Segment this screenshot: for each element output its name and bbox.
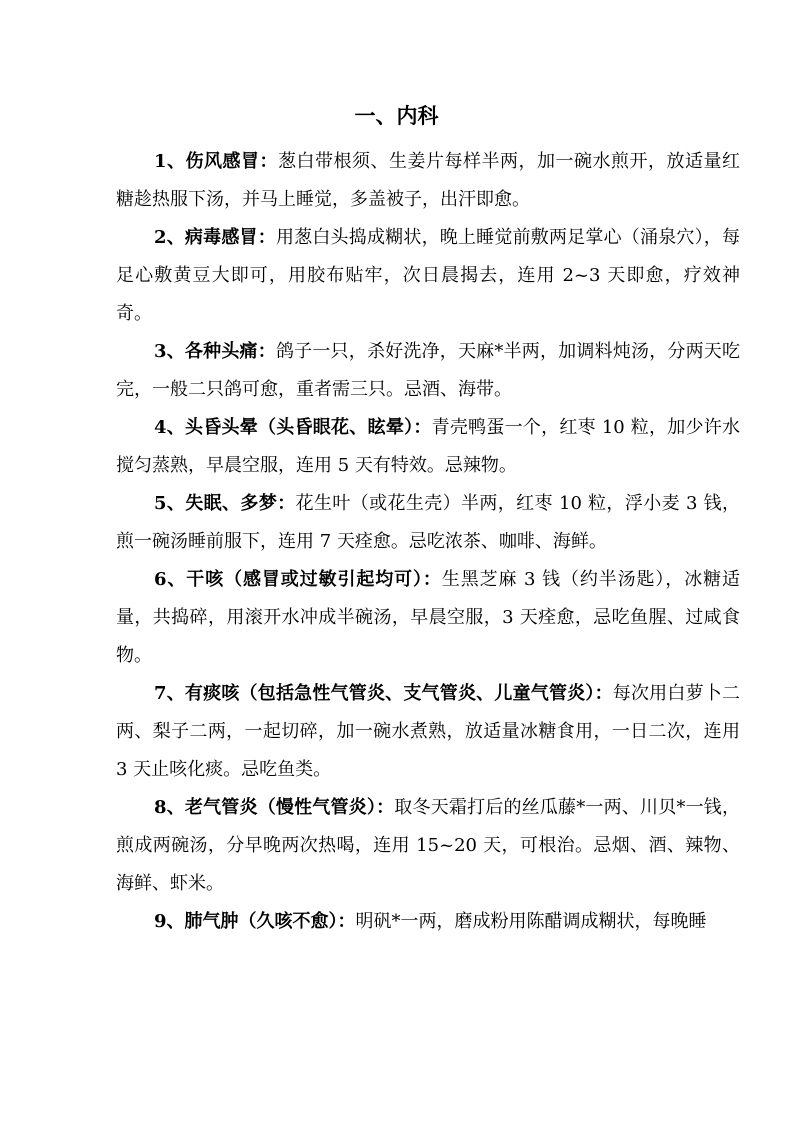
- remedy-body: 生黑芝麻 3 钱（约半汤匙），冰糖适量，共捣碎，用滚开水冲成半碗汤，早晨空服，3 天痊愈，忌吃鱼腥、过咸食物。: [116, 569, 740, 666]
- remedy-title: 3、各种头痛：: [154, 341, 276, 362]
- remedy-title: 8、老气管炎（慢性气管炎）：: [154, 797, 395, 818]
- remedy-title: 7、有痰咳（包括急性气管炎、支气管炎、儿童气管炎）：: [154, 683, 613, 704]
- remedy-entry: [116, 409, 740, 485]
- remedy-entry: [116, 485, 740, 561]
- remedy-body: 每次用白萝卜二两、梨子二两，一起切碎，加一碗水煮熟，放适量冰糖食用，一日二次，连用 3 天止咳化痰。忌吃鱼类。: [116, 683, 740, 780]
- remedy-entry: [116, 333, 740, 409]
- remedy-body: 用葱白头捣成糊状，晚上睡觉前敷两足掌心（涌泉穴），每足心敷黄豆大即可，用胶布贴牢，次日晨揭去，连用 2~3 天即愈，疗效神奇。: [116, 227, 741, 324]
- section-title: 一、内科: [354, 103, 439, 128]
- remedy-entry: [116, 561, 740, 675]
- remedy-body: 花生叶（或花生壳）半两，红枣 10 粒，浮小麦 3 钱，煎一碗汤睡前服下，连用 7 天痊愈。忌吃浓茶、咖啡、海鲜。: [116, 493, 740, 552]
- remedy-entry: [116, 143, 740, 219]
- remedy-entry: [116, 789, 740, 903]
- remedy-body: 鸽子一只，杀好洗净，天麻*半两，加调料炖汤，分两天吃完，一般二只鸽可愈，重者需三只。忌酒、海带。: [116, 341, 741, 400]
- remedy-body: 葱白带根须、生姜片每样半两，加一碗水煎开，放适量红糖趁热服下汤，并马上睡觉，多盖被子，出汗即愈。: [116, 151, 741, 210]
- remedy-entry: [116, 675, 740, 789]
- remedy-entry: [116, 219, 740, 333]
- remedy-title: 9、肺气肿（久咳不愈）：: [154, 911, 356, 932]
- remedy-body: 青壳鸭蛋一个，红枣 10 粒，加少许水搅匀蒸熟，早晨空服，连用 5 天有特效。忌辣物。: [116, 417, 740, 476]
- remedy-title: 2、病毒感冒：: [154, 227, 276, 248]
- remedy-title: 1、伤风感冒：: [154, 151, 279, 172]
- remedy-title: 6、干咳（感冒或过敏引起均可）：: [154, 569, 442, 590]
- remedy-body: 取冬天霜打后的丝瓜藤*一两、川贝*一钱，煎成两碗汤，分早晚两次热喝，连用 15~20 天，可根治。忌烟、酒、辣物、海鲜、虾米。: [116, 797, 741, 894]
- remedy-entry: [116, 903, 740, 941]
- remedy-title: 4、头昏头晕（头昏眼花、眩晕）：: [154, 417, 432, 438]
- remedy-title: 5、失眠、多梦：: [154, 493, 296, 514]
- remedy-body: 明矾*一两，磨成粉用陈醋调成糊状，每晚睡: [355, 911, 707, 932]
- remedy-list: [116, 143, 740, 941]
